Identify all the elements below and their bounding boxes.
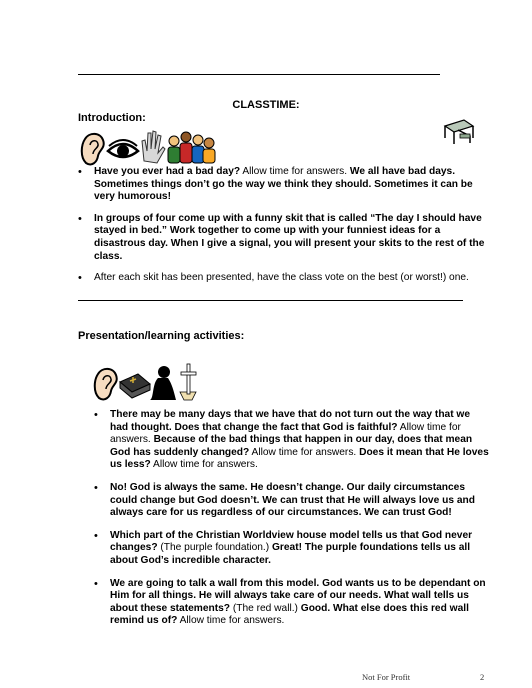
cross-icon [180, 364, 196, 400]
presentation-bullet-item [90, 578, 490, 628]
bullet-text-run: (The red wall.) [230, 602, 301, 614]
bullet-text-run: Allow time for answers. [177, 615, 285, 627]
intro-bullet-item [78, 272, 486, 285]
bullet-text-run: No! God is always the same. He doesn’t change. Our daily circumstances could change but God doesn’t. We can trust that He will always love us and always care for us regardless of our circumstances. We can trust God! [110, 481, 475, 519]
page-number: 2 [480, 672, 485, 682]
bullet-text-run: In groups of four come up with a funny skit that is called “The day I should have stayed in bed.” Work together to come up with your funniest ideas for a disastrous day. When I give a signal, you will present your skits to the rest of the class. [94, 212, 485, 262]
presentation-bullet-item [90, 409, 490, 472]
bullet-text-run: Good. What else does this red wall remind us of? [110, 602, 469, 627]
bullet-text-run: Which part of the Christian Worldview house model tells us that God never changes? [110, 529, 473, 554]
presentation-bullet-item [90, 530, 490, 568]
bullet-text-run: Allow time for answers. [240, 166, 350, 177]
page-title: CLASSTIME: [232, 99, 300, 111]
bullet-text-run: There may be many days that we have that do not turn out the way that we had thought. Does that change the fact that God is faithful? [110, 409, 471, 433]
bullet-text-run: Allow time for answers. [249, 446, 360, 458]
presentation-icon-row [92, 362, 202, 404]
intro-bullet-item [78, 166, 486, 204]
hand-icon [142, 131, 165, 163]
bullet-text-run: Have you ever had a bad day? [94, 166, 241, 177]
top-rule [78, 74, 440, 75]
bullet-text-run: Allow time for answers. [150, 459, 258, 471]
bullet-text-run: Allow time for answers. [110, 421, 461, 446]
bullet-text-run: (The purple foundation.) [157, 542, 272, 554]
presentation-bullet-list [90, 409, 490, 638]
bullet-text-run: We are going to talk a wall from this model. God wants us to be dependant on Him for all things. He will always take care of our needs. What wall tells us about these statements? [110, 577, 486, 614]
group-of-children-icon [168, 132, 215, 163]
eye-icon [108, 140, 138, 157]
ear-icon [82, 134, 104, 165]
bullet-text-run: After each skit has been presented, have the class vote on the best (or worst!) one. [94, 272, 469, 284]
school-desk-icon [442, 116, 476, 146]
ear-icon [95, 369, 117, 400]
intro-heading: Introduction: [78, 112, 146, 124]
praying-child-icon [150, 366, 176, 400]
bullet-text-run: Does it mean that He loves us less? [110, 446, 489, 471]
bullet-text-run: Because of the bad things that happen in our day, does that mean God has suddenly changed? [110, 434, 473, 458]
bullet-text-run: We all have bad days. Sometimes things don’t go the way we think they should. Sometimes it can be very humorous! [94, 166, 473, 203]
bullet-text-run: Great! The purple foundations tells us all about God’s incredible character. [110, 542, 471, 566]
intro-bullet-list [78, 166, 486, 294]
presentation-heading: Presentation/learning activities: [78, 330, 245, 342]
intro-icon-row [78, 127, 218, 171]
footer-note: Not For Profit [362, 672, 411, 682]
presentation-bullet-item [90, 482, 490, 520]
middle-rule [78, 300, 463, 301]
bible-icon [120, 374, 150, 398]
intro-bullet-item [78, 213, 486, 263]
